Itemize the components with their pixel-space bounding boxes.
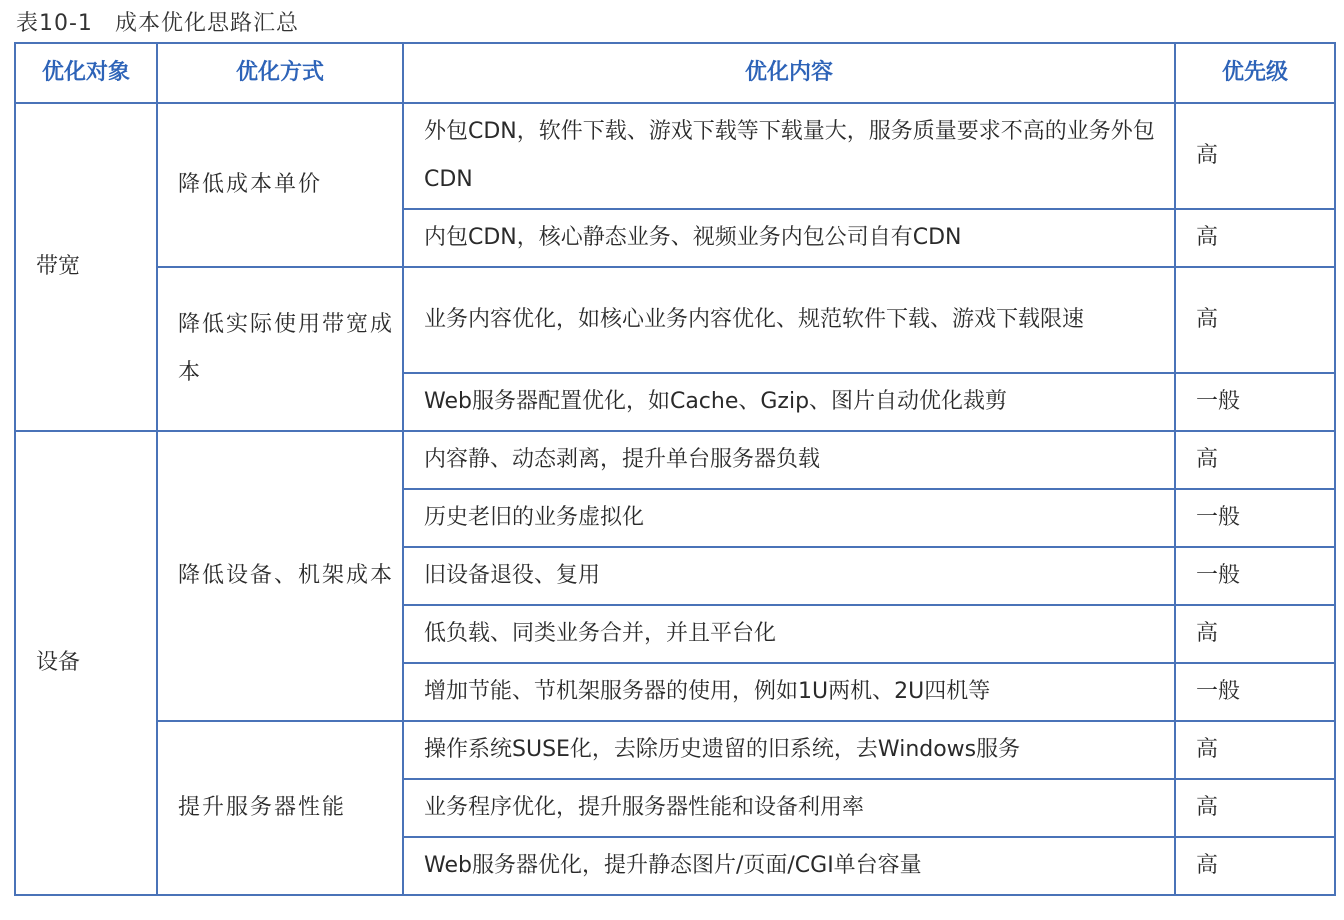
- content-cell: 旧设备退役、复用: [403, 547, 1175, 605]
- header-method: 优化方式: [157, 43, 403, 103]
- content-cell: 业务内容优化，如核心业务内容优化、规范软件下载、游戏下载限速: [403, 267, 1175, 373]
- priority-cell: 高: [1175, 779, 1335, 837]
- table-row: [15, 103, 1335, 209]
- content-cell: 内容静、动态剥离，提升单台服务器负载: [403, 431, 1175, 489]
- header-priority: 优先级: [1175, 43, 1335, 103]
- table-row: [15, 721, 1335, 779]
- method-improve-server-performance: 提升服务器性能: [157, 721, 403, 895]
- priority-cell: 一般: [1175, 489, 1335, 547]
- priority-cell: 一般: [1175, 547, 1335, 605]
- content-cell: 外包CDN，软件下载、游戏下载等下载量大，服务质量要求不高的业务外包CDN: [403, 103, 1175, 209]
- content-cell: 业务程序优化，提升服务器性能和设备利用率: [403, 779, 1175, 837]
- priority-cell: 高: [1175, 103, 1335, 209]
- cost-optimization-table: [14, 42, 1336, 896]
- content-cell: Web服务器配置优化，如Cache、Gzip、图片自动优化裁剪: [403, 373, 1175, 431]
- table-row: [15, 267, 1335, 373]
- content-cell: 历史老旧的业务虚拟化: [403, 489, 1175, 547]
- table-number: 表10-1: [16, 11, 93, 36]
- table-caption: [16, 6, 299, 37]
- object-equipment: 设备: [15, 431, 157, 895]
- priority-cell: 高: [1175, 209, 1335, 267]
- header-object: 优化对象: [15, 43, 157, 103]
- content-cell: 增加节能、节机架服务器的使用，例如1U两机、2U四机等: [403, 663, 1175, 721]
- table-row: [15, 431, 1335, 489]
- priority-cell: 一般: [1175, 663, 1335, 721]
- method-lower-bandwidth-cost: 降低实际使用带宽成本: [157, 267, 403, 431]
- header-content: 优化内容: [403, 43, 1175, 103]
- priority-cell: 高: [1175, 267, 1335, 373]
- table-title: 成本优化思路汇总: [114, 11, 299, 36]
- priority-cell: 一般: [1175, 373, 1335, 431]
- header-row: [15, 43, 1335, 103]
- priority-cell: 高: [1175, 605, 1335, 663]
- content-cell: 低负载、同类业务合并，并且平台化: [403, 605, 1175, 663]
- content-cell: 操作系统SUSE化，去除历史遗留的旧系统，去Windows服务: [403, 721, 1175, 779]
- method-lower-unit-cost: 降低成本单价: [157, 103, 403, 267]
- method-lower-equipment-cost: 降低设备、机架成本: [157, 431, 403, 721]
- content-cell: Web服务器优化，提升静态图片/页面/CGI单台容量: [403, 837, 1175, 895]
- object-bandwidth: 带宽: [15, 103, 157, 431]
- priority-cell: 高: [1175, 837, 1335, 895]
- priority-cell: 高: [1175, 721, 1335, 779]
- priority-cell: 高: [1175, 431, 1335, 489]
- content-cell: 内包CDN，核心静态业务、视频业务内包公司自有CDN: [403, 209, 1175, 267]
